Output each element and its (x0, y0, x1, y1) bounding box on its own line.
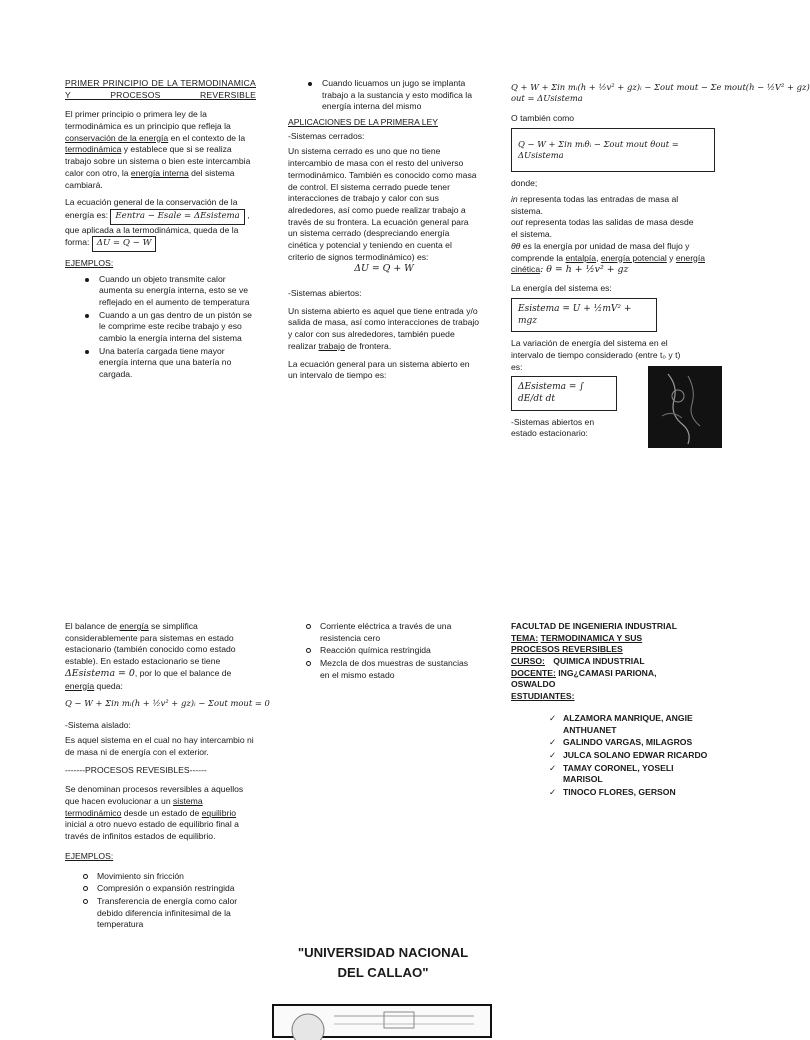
definition-in: in representa todas las entradas de masa al sistema. (511, 194, 679, 216)
illustration-drawing (648, 366, 722, 448)
reversible-examples-list (65, 871, 256, 931)
diagram-drawing (274, 1006, 490, 1036)
applications-heading: APLICACIONES DE LA PRIMERA LEY (288, 117, 438, 128)
link-energia[interactable]: energía (119, 621, 149, 631)
isolated-system-text: Es aquel sistema en el cual no hay intercambio ni de masa ni de energía con el exterior. (65, 735, 254, 758)
cover-diagram-image (272, 1004, 492, 1038)
page2-column-2 (288, 621, 480, 682)
list-item: Cuando un objeto transmite calor aumenta su energía interna, esto se ve reflejado en el aumento de temperatura (65, 274, 256, 309)
link-conservacion-energia[interactable]: conservación de la energía (65, 132, 169, 143)
teacher-line (511, 668, 691, 691)
energy-variation-equation: ΔEsistema = ∫ dE/dt dt (511, 376, 617, 410)
reversible-processes-heading: -------PROCESOS REVESIBLES------ (65, 764, 207, 775)
list-item: ✓ ALZAMORA MANRIQUE, ANGIE ANTHUANET (511, 713, 711, 736)
link-trabajo[interactable]: trabajo (318, 340, 345, 351)
page2-column-1 (65, 621, 270, 932)
list-item: Mezcla de dos muestras de sustancias en el mismo estado (288, 658, 480, 681)
course-line (511, 656, 691, 668)
list-item: ✓ JULCA SOLANO EDWAR RICARDO (511, 750, 711, 762)
system-energy-label: La energía del sistema es: (511, 282, 612, 293)
alternative-equation: Q − W + Σin mᵢθᵢ − Σout mout θout = ΔUsistema (511, 128, 715, 173)
page2-column-3 (511, 621, 708, 800)
examples-heading-2: EJEMPLOS: (65, 850, 114, 861)
definition-out: out representa todas las salidas de masa desde el sistema. (511, 217, 694, 240)
steady-state-inline-equation: ΔEsistema = 0 (65, 667, 135, 679)
list-item: Cuando licuamos un jugo se implanta trabajo a la sustancia y esto modifica la energía interna del mismo (288, 78, 480, 113)
reversible-processes-text: Se denominan procesos reversibles a aquellos que hacen evolucionar a un sistema termodinámico desde un estado de equilibrio inicial a otro nuevo estado de equilibrio final a través de infinitos estados de equilibrio. (65, 784, 244, 842)
list-item: Reacción química restringida (288, 645, 480, 657)
thermodynamics-illustration (648, 366, 722, 448)
list-item: Compresión o expansión restringida (65, 883, 256, 895)
list-item: Transferencia de energía como calor debido diferencia infinitesimal de la temperatura (65, 896, 256, 931)
link-energia-2[interactable]: energía (65, 680, 95, 691)
list-item: ✓ TAMAY CORONEL, YOSELI MARISOL (511, 763, 711, 786)
theta-equation: : θ = h + ½v² + gz (540, 264, 629, 276)
donde-label: donde; (511, 178, 538, 189)
link-termodinamica[interactable]: termodinámica (65, 144, 122, 155)
link-entalpia[interactable]: entalpía (565, 252, 597, 263)
page1-column-3 (511, 78, 810, 446)
equation-paragraph: La ecuación general de la conservación de la energía es: Eentra − Esale = ΔEsistema , que aplicada a la termodinámica, queda de la forma: ΔU = Q − W (65, 197, 256, 252)
open-equation-intro: La ecuación general para un sistema abierto en un intervalo de tiempo es: (288, 358, 470, 381)
topic-label: TEMA: (511, 632, 539, 643)
energy-variation-text: La variación de energía del sistema en el intervalo de tiempo considerado (entre t₀ y t) es: (511, 338, 681, 372)
link-energia-interna[interactable]: energía interna (130, 167, 189, 178)
system-energy-equation: Esistema = U + ½mV² + mgz (511, 298, 657, 332)
page1-column-1 (65, 78, 256, 382)
open-system-equation-tail: out = ΔUsistema (511, 93, 583, 104)
course-label: CURSO: (511, 656, 545, 667)
reversible-examples-list-continued (288, 621, 480, 681)
examples-heading: EJEMPLOS: (65, 257, 114, 268)
list-item: Movimiento sin fricción (65, 871, 256, 883)
teacher-label: DOCENTE: (511, 667, 556, 678)
topic-line (511, 633, 691, 656)
faculty-name: FACULTAD DE INGENIERIA INDUSTRIAL (511, 621, 677, 631)
closed-systems-heading: -Sistemas cerrados: (288, 130, 365, 141)
general-energy-equation: Eentra − Esale = ΔEsistema (110, 209, 244, 225)
list-item: Una batería cargada tiene mayor energía interna que una batería no cargada. (65, 346, 256, 381)
definition-theta: θθ es la energía por unidad de masa del flujo y comprende la entalpía, energía potencial y energía cinética: θ = h + ½v² + gz (511, 240, 706, 276)
thermo-equation: ΔU = Q − W (92, 236, 157, 252)
examples-list (65, 274, 256, 381)
isolated-system-heading: -Sistema aislado: (65, 719, 131, 730)
topic-value: TERMODINAMICA Y SUS PROCESOS REVERSIBLES (511, 632, 643, 655)
document-title: PRIMER PRINCIPIO DE LA TERMODINAMICA Y PROCESOS REVERSIBLE (65, 78, 256, 100)
link-equilibrio[interactable]: equilibrio (201, 807, 237, 818)
open-system-equation: Q + W + Σin mᵢ(h + ½v² + gz)ᵢ − Σout mout − Σe mout(h − ½V² + gz) (511, 82, 810, 92)
university-name: "UNIVERSIDAD NACIONAL DEL CALLAO" (297, 945, 469, 980)
link-energia-cinetica[interactable]: energía cinética (511, 252, 706, 275)
steady-state-equation: Q − W + Σin mᵢ(h + ½v² + gz)ᵢ − Σout mout = 0 (65, 698, 270, 709)
students-label: ESTUDIANTES: (511, 691, 575, 702)
teacher-value: ING¿CAMASI PARIONA, OSWALDO (511, 667, 657, 690)
list-item: ✓ GALINDO VARGAS, MILAGROS (511, 737, 711, 749)
open-systems-text: Un sistema abierto es aquel que tiene entrada y/o salida de masa, así como interacciones de trabajo y calor con sus alrededores, también puede realizar trabajo de frontera. (288, 305, 480, 351)
link-energia-potencial[interactable]: energía potencial (600, 252, 667, 263)
page1-column-2 (288, 78, 480, 388)
balance-paragraph: El balance de energía se simplifica considerablemente para sistemas en estado estacionario (también conocido como estado estable). En estado estacionario se tiene ΔEsistema = 0, por lo que el balance de energía queda: (65, 621, 236, 691)
list-item: ✓ TINOCO FLORES, GERSON (511, 787, 711, 799)
list-item: Cuando a un gas dentro de un pistón se le comprime este recibe trabajo y eso cambio la energía interna del sistema (65, 310, 256, 345)
steady-state-heading: -Sistemas abiertos en estado estacionario: (511, 416, 595, 439)
open-systems-heading: -Sistemas abiertos: (288, 288, 362, 299)
intro-paragraph: El primer principio o primera ley de la termodinámica es un principio que refleja la conservación de la energía en el contexto de la termodinámica y establece que si se realiza trabajo sobre un sistema o bien este intercambia calor con otro, la energía interna del sistema cambiará. (65, 109, 251, 190)
students-list (511, 713, 711, 799)
list-item: Corriente eléctrica a través de una resistencia cero (288, 621, 480, 644)
closed-systems-text: Un sistema cerrado es uno que no tiene intercambio de masa con el resto del universo termodinámico. También es conocido como masa de control. El sistema cerrado puede tener interacciones de trabajo y calor con sus alrededores, así como puede realizar trabajo a través de su frontera. La ecuación general para un sistema cerrado (despreciando energía cinética y potencial y teniendo en cuenta el criterio de signos termodinámico) es: (288, 146, 477, 262)
course-value: QUIMICA INDUSTRIAL (553, 656, 645, 667)
examples-list-continued (288, 78, 480, 113)
closed-system-equation: ΔU = Q + W (354, 263, 414, 275)
alternative-label: O también como (511, 112, 575, 123)
link-sistema-termodinamico[interactable]: sistema termodinámico (65, 796, 203, 818)
